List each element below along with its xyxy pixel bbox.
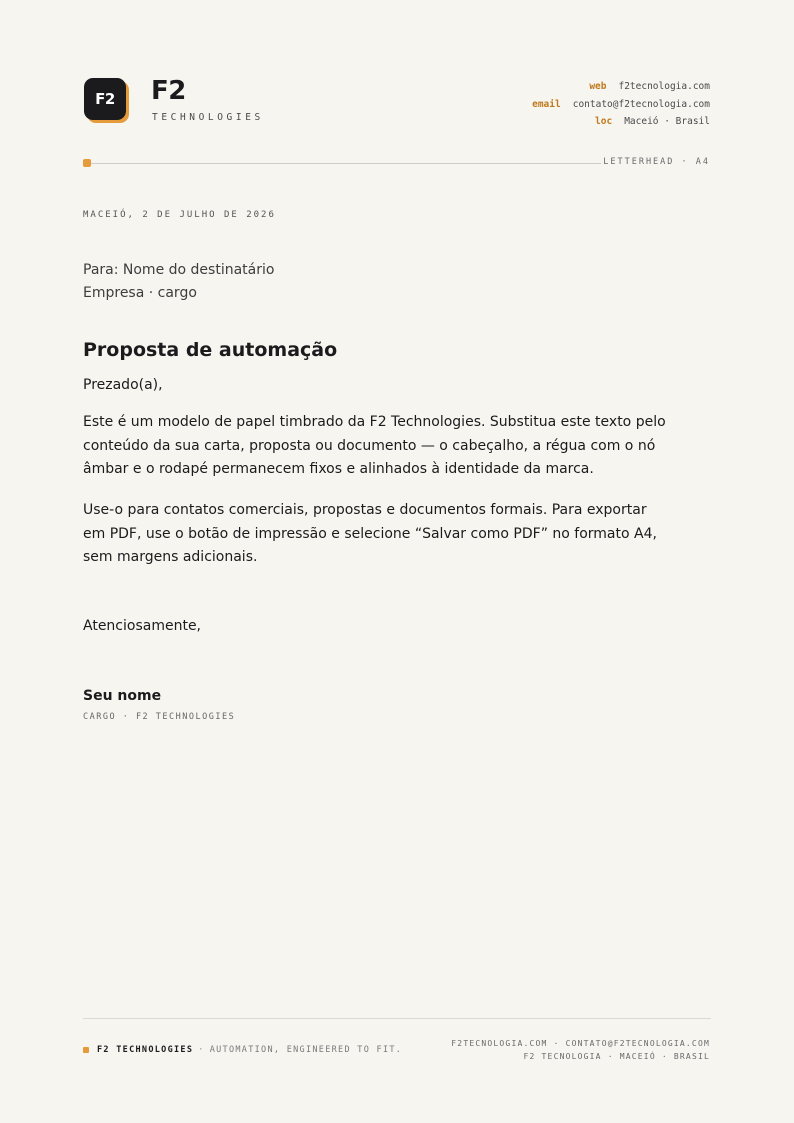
letter-greeting: Prezado(a),: [83, 377, 163, 393]
letter-date: MACEIÓ, 2 DE JULHO DE 2026: [83, 210, 276, 220]
rule-label: LETTERHEAD · A4: [603, 157, 710, 167]
rule-amber-node: [83, 159, 91, 167]
signature-name: Seu nome: [83, 688, 162, 704]
recipient-block: [83, 259, 274, 305]
contact-web-key: web: [589, 81, 607, 92]
contact-loc-key: loc: [595, 116, 613, 127]
letter-paragraph-2: Use-o para contatos comerciais, propostas e documentos formais. Para exportar em PDF, use o botão de impressão e selecione “Salvar como PDF” no formato A4, sem margens adicionais.: [83, 502, 657, 565]
letter-paragraph-1: Este é um modelo de papel timbrado da F2 Technologies. Substitua este texto pelo conteúdo da sua carta, proposta ou documento — o cabeçalho, a régua com o nó âmbar e o rodapé permanecem fixos e alinhados à identidade da marca.: [83, 414, 666, 477]
contact-web: [532, 78, 710, 96]
logo-box: F2: [84, 78, 126, 120]
recipient-name: Para: Nome do destinatário: [83, 262, 275, 278]
brand-subtitle: TECHNOLOGIES: [152, 112, 264, 123]
footer-contact-line-1: F2TECNOLOGIA.COM · CONTATO@F2TECNOLOGIA.COM: [451, 1039, 710, 1048]
contact-loc: [532, 113, 710, 131]
letter-closing: Atenciosamente,: [83, 618, 202, 634]
footer-amber-dot: [83, 1047, 89, 1053]
contact-email: [532, 96, 710, 114]
signature-role: CARGO · F2 TECHNOLOGIES: [83, 712, 236, 722]
header-rule: [91, 163, 601, 164]
footer-separator: ·: [198, 1045, 205, 1055]
brand-name: F2: [151, 76, 186, 106]
contact-web-value[interactable]: f2tecnologia.com: [618, 81, 710, 92]
contact-email-key: email: [532, 98, 561, 110]
footer-tagline: AUTOMATION, ENGINEERED TO FIT.: [209, 1045, 403, 1055]
contact-block: [532, 78, 710, 131]
contact-loc-value: Maceió · Brasil: [624, 116, 710, 127]
footer-brand: F2 TECHNOLOGIES: [97, 1045, 194, 1055]
footer-brand-block: [83, 1044, 402, 1056]
contact-email-value[interactable]: contato@f2tecnologia.com: [572, 98, 710, 110]
footer-contact-line-2: F2 TECNOLOGIA · MACEIÓ · BRASIL: [523, 1051, 710, 1061]
logo-mark: [84, 78, 126, 120]
footer-rule: [83, 1018, 711, 1019]
footer-contact-block: [451, 1038, 710, 1063]
recipient-company: Empresa · cargo: [83, 285, 197, 301]
letter-subject: Proposta de automação: [83, 339, 338, 361]
